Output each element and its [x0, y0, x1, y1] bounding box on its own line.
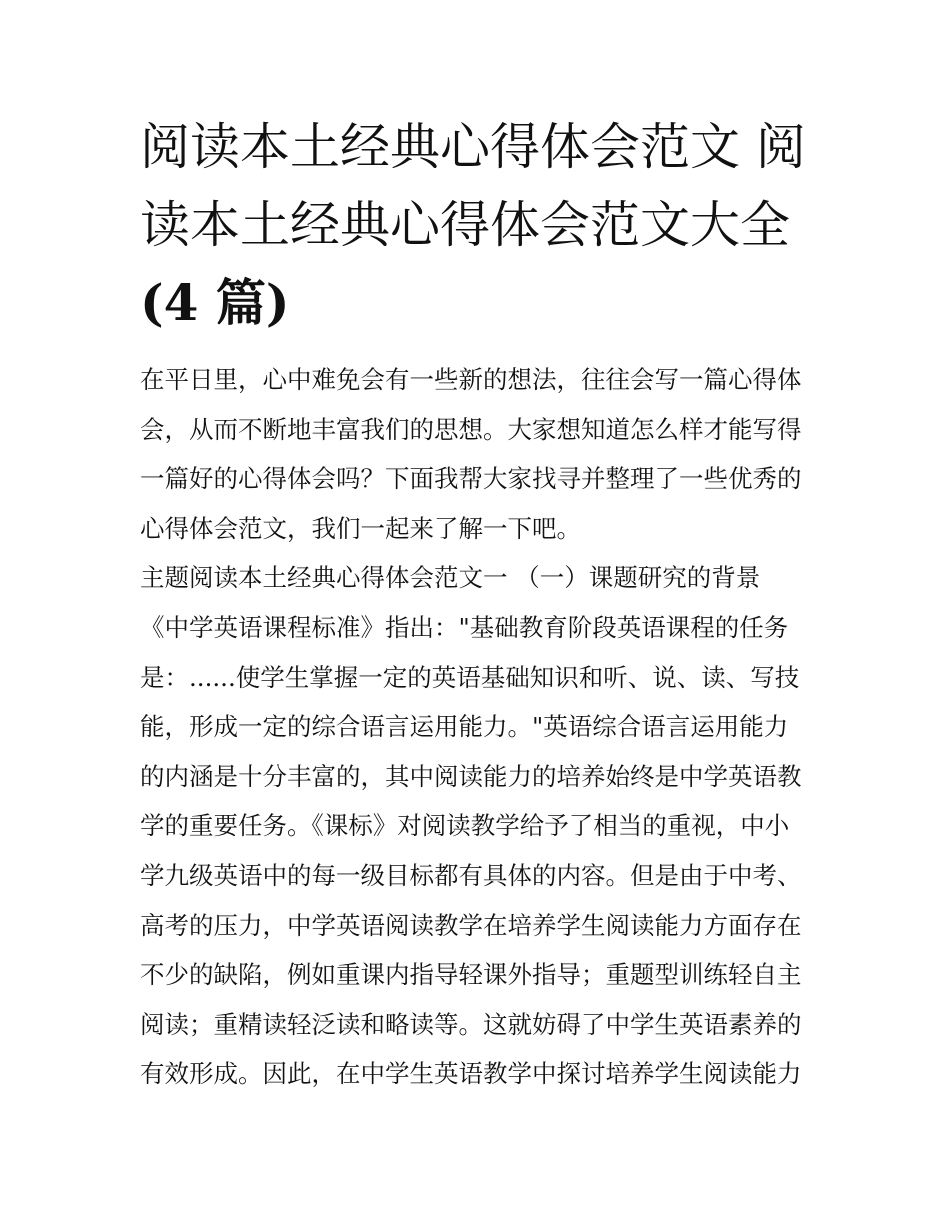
body-line: 不少的缺陷，例如重课内指导轻课外指导；重题型训练轻自主 [140, 960, 802, 990]
body-line: 学九级英语中的每一级目标都有具体的内容。但是由于中考、 [140, 860, 802, 890]
title-line: 读本土经典心得体会范文大全 [140, 196, 790, 254]
body-line: 高考的压力，中学英语阅读教学在培养学生阅读能力方面存在 [140, 910, 802, 940]
body-line: 的内涵是十分丰富的，其中阅读能力的培养始终是中学英语教 [140, 761, 802, 791]
body-line: 有效形成。因此，在中学生英语教学中探讨培养学生阅读能力 [140, 1059, 802, 1089]
document-title [140, 108, 820, 342]
body-line: 《中学英语课程标准》指出："基础教育阶段英语课程的任务 [140, 612, 789, 642]
body-line: 一篇好的心得体会吗？下面我帮大家找寻并整理了一些优秀的 [140, 464, 802, 494]
body-line: 学的重要任务。《课标》对阅读教学给予了相当的重视，中小 [140, 811, 790, 841]
title-line-count: (4 篇) [140, 273, 290, 332]
body-line: 阅读；重精读轻泛读和略读等。这就妨碍了中学生英语素养的 [140, 1009, 802, 1039]
document-body [140, 355, 820, 1099]
body-line: 在平日里，心中难免会有一些新的想法，往往会写一篇心得体 [140, 365, 802, 394]
section-heading-line: 主题阅读本土经典心得体会范文一 （一）课题研究的背景 [140, 563, 761, 593]
body-line: 能，形成一定的综合语言运用能力。"英语综合语言运用能力 [140, 712, 789, 742]
body-line: 心得体会范文，我们一起来了解一下吧。 [140, 513, 581, 543]
body-line: 会，从而不断地丰富我们的思想。大家想知道怎么样才能写得 [140, 414, 802, 444]
body-line: 是：......使学生掌握一定的英语基础知识和听、说、读、写技 [140, 662, 800, 692]
title-line: 阅读本土经典心得体会范文 阅 [140, 118, 806, 176]
